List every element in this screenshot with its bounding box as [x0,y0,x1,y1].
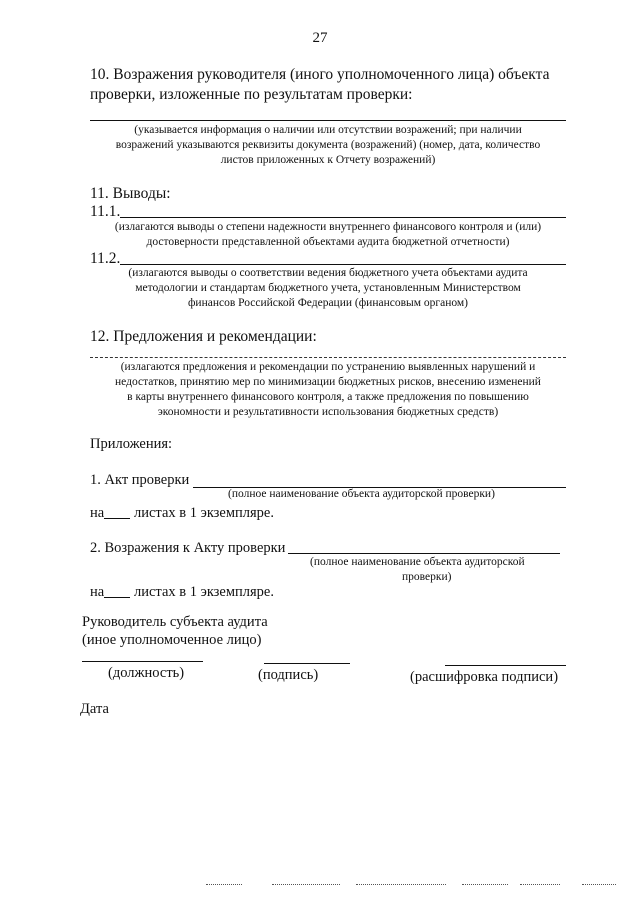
decoding-fill-line [445,665,566,666]
section11-item2-fill-line [120,264,566,265]
date-label: Дата [80,701,109,717]
signature-label: (подпись) [258,667,319,683]
section10-heading-line1: 10. Возражения руководителя (иного уполномоченного лица) объекта [90,66,550,83]
scan-artifact [356,884,446,885]
section10-note-line2: возражений указываются реквизиты документа (возражений) (номер, дата, количество [115,139,541,151]
scan-artifact [520,884,560,885]
section10-note-line3: листов приложенных к Отчету возражений) [220,154,436,166]
attachment2-sheets-suffix: листах в 1 экземпляре. [134,584,274,600]
section12-fill-line [90,357,566,358]
signature-fill-line [264,663,350,664]
section10-note-line1: (указывается информация о наличии или отсутствии возражений; при наличии [134,124,522,136]
attachment1-note: (полное наименование объекта аудиторской проверки) [228,488,495,500]
section11-item1-note-line1: (излагаются выводы о степени надежности внутреннего финансового контроля и (или) [114,221,542,233]
section11-item1-fill-line [120,217,566,218]
section11-item2-note-line3: финансов Российской Федерации (финансовым органом) [187,297,469,309]
attachments-title: Приложения: [90,436,173,452]
attachment2-fill-line [288,553,560,554]
section11-title: 11. Выводы: [90,185,171,202]
attachment1-sheets-blank [104,518,130,519]
position-fill-line [82,661,203,662]
section11-item1-note-line2: достоверности представленной объектами аудита бюджетной отчетности) [146,236,510,248]
attachment1-sheets-suffix: листах в 1 экземпляре. [134,505,274,521]
section12-title: 12. Предложения и рекомендации: [90,328,317,345]
signer-line1: Руководитель субъекта аудита [82,614,268,630]
section11-item2-note-line2: методологии и стандартам бюджетного учета, установленным Министерством [135,282,521,294]
attachment2-label: 2. Возражения к Акту проверки [90,540,286,556]
scan-artifact [206,884,242,885]
attachment2-note-line1: (полное наименование объекта аудиторской [310,556,525,568]
section10-heading-line2: проверки, изложенные по результатам проверки: [90,86,413,103]
attachment2-note-line2: проверки) [402,571,452,583]
section12-note-line2: недостатков, принятию мер по минимизации бюджетных рисков, внесению изменений [115,376,541,388]
attachment2-sheets-blank [104,597,130,598]
attachment1-sheets-prefix: на [90,505,105,521]
scan-artifact [582,884,616,885]
position-label: (должность) [108,665,185,681]
signer-line2: (иное уполномоченное лицо) [82,632,262,648]
section11-item2-label: 11.2. [90,250,121,267]
section12-note-line4: экономности и результативности использования бюджетных средств) [157,406,499,418]
section11-item2-note-line1: (излагаются выводы о соответствии ведения бюджетного учета объектами аудита [128,267,528,279]
page-number: 27 [312,30,328,46]
decoding-label: (расшифровка подписи) [410,669,559,685]
section10-fill-line [90,120,566,121]
attachment2-sheets-prefix: на [90,584,105,600]
attachment1-label: 1. Акт проверки [90,472,190,488]
section11-item1-label: 11.1. [90,203,121,220]
section12-note-line3: в карты внутреннего финансового контроля, а также предложения по повышению [127,391,529,403]
scan-artifact [272,884,340,885]
section12-note-line1: (излагаются предложения и рекомендации по устранению выявленных нарушений и [120,361,536,373]
scan-artifact [462,884,508,885]
